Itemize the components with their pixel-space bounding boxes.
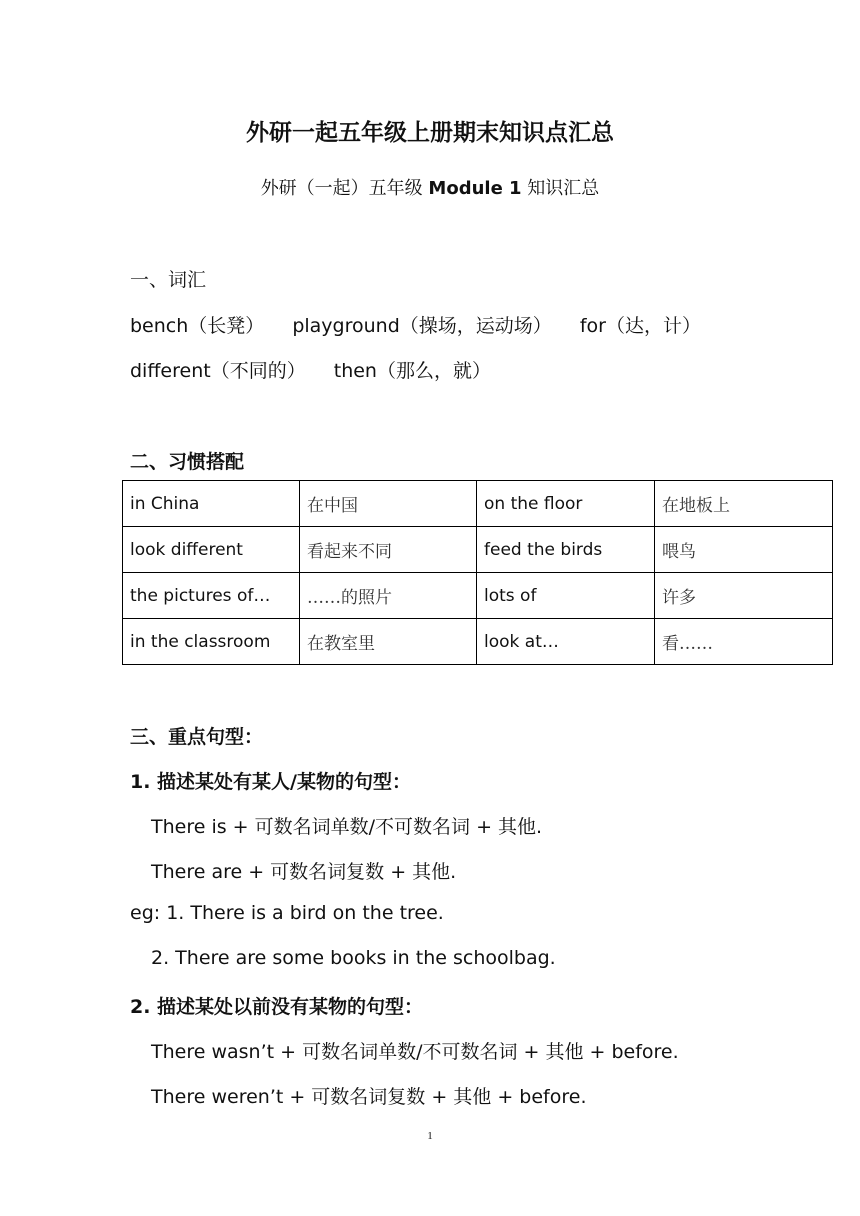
table-row — [123, 481, 833, 527]
phrase-en: in China — [123, 481, 300, 527]
subtitle-post: 知识汇总 — [521, 178, 600, 199]
vocab-item: bench（长凳） — [130, 315, 265, 337]
example-1: eg: 1. There is a bird on the tree. — [130, 902, 444, 924]
page-title: 外研一起五年级上册期末知识点汇总 — [246, 120, 614, 146]
subtitle-pre: 外研（一起）五年级 — [260, 178, 429, 199]
phrase-cn: 喂鸟 — [655, 527, 833, 573]
phrase-cn: 看起来不同 — [300, 527, 477, 573]
page-number: 1 — [427, 1130, 433, 1142]
phrases-table — [122, 480, 833, 665]
vocab-item: different（不同的） — [130, 360, 306, 382]
phrase-cn: 看…… — [655, 619, 833, 665]
vocab-row-1 — [130, 311, 723, 338]
vocab-item: for（达，计） — [579, 315, 701, 337]
phrase-en: in the classroom — [123, 619, 300, 665]
sentences-heading: 三、重点句型： — [130, 726, 264, 748]
subtitle — [0, 174, 860, 200]
phrase-cn: 许多 — [655, 573, 833, 619]
phrase-cn: 在教室里 — [300, 619, 477, 665]
table-row — [123, 619, 833, 665]
phrases-heading: 二、习惯搭配 — [130, 451, 245, 473]
example-2: 2. There are some books in the schoolbag. — [151, 947, 556, 969]
phrase-en: lots of — [477, 573, 655, 619]
vocab-row-2 — [130, 356, 513, 383]
pattern-1-title: 1. 描述某处有某人/某物的句型： — [130, 771, 411, 793]
pattern-1-line-2: There are + 可数名词复数 + 其他. — [151, 861, 457, 883]
vocab-heading: 一、词汇 — [130, 269, 207, 291]
vocab-item: playground（操场，运动场） — [292, 315, 552, 337]
subtitle-module: Module 1 — [428, 178, 522, 199]
phrase-en: the pictures of… — [123, 573, 300, 619]
table-row — [123, 573, 833, 619]
pattern-1-line-1: There is + 可数名词单数/不可数名词 + 其他. — [151, 816, 543, 838]
phrase-cn: 在地板上 — [655, 481, 833, 527]
vocab-item: then（那么，就） — [333, 360, 491, 382]
phrase-en: look different — [123, 527, 300, 573]
table-row — [123, 527, 833, 573]
phrase-en: on the floor — [477, 481, 655, 527]
pattern-2-title: 2. 描述某处以前没有某物的句型： — [130, 996, 424, 1018]
pattern-2-line-2: There weren’t + 可数名词复数 + 其他 + before. — [151, 1086, 587, 1108]
phrase-cn: 在中国 — [300, 481, 477, 527]
pattern-2-line-1: There wasn’t + 可数名词单数/不可数名词 + 其他 + before. — [151, 1041, 679, 1063]
phrase-cn: ……的照片 — [300, 573, 477, 619]
phrase-en: look at… — [477, 619, 655, 665]
phrase-en: feed the birds — [477, 527, 655, 573]
